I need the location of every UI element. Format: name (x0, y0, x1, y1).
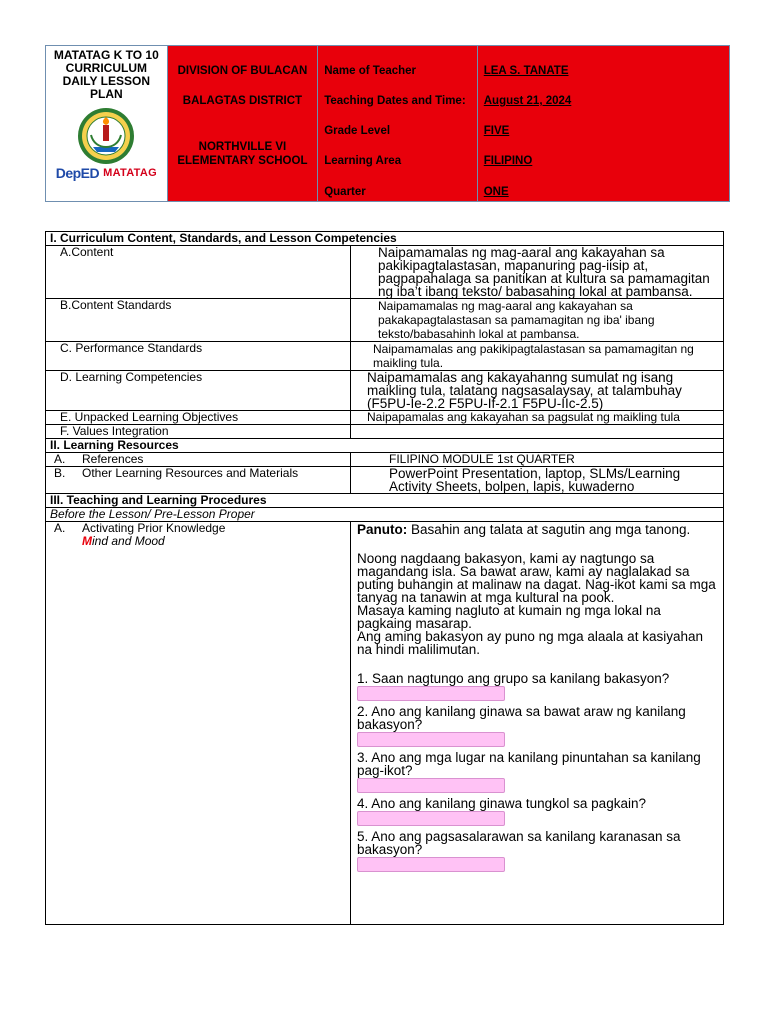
district-name: BALAGTAS DISTRICT (182, 95, 303, 107)
table-row (46, 453, 724, 467)
division-cell (168, 46, 319, 201)
section-resources-heading: II. Learning Resources (46, 439, 724, 453)
table-row (46, 371, 724, 411)
references-text: References (82, 452, 144, 466)
curriculum-title-line-2: CURRICULUM (65, 61, 147, 75)
table-row (46, 425, 724, 439)
content-standards-value: Naipamamalas ng mag-aaral ang kakayahan sa pakakapagtalastasan sa pamamagitan ng iba' ibang teksto/babasahinh lokal at pambansa. (351, 299, 724, 342)
question-1: 1. Saan nagtungo ang grupo sa kanilang bakasyon? (357, 671, 670, 686)
learning-competencies-label: D. Learning Competencies (46, 371, 351, 411)
before-lesson-heading: Before the Lesson/ Pre-Lesson Proper (46, 508, 724, 522)
values-integration-label: F. Values Integration (46, 425, 351, 439)
answer-field-2[interactable] (357, 732, 505, 747)
table-row (46, 246, 724, 299)
values-integration-value (351, 425, 724, 439)
field-values-cell (478, 46, 729, 201)
grade-level-value: FIVE (483, 125, 510, 137)
answer-field-5[interactable] (357, 857, 505, 872)
content-label: A.Content (46, 246, 351, 299)
curriculum-title-line-4: PLAN (89, 87, 123, 101)
matatag-logo: MATATAG (103, 167, 157, 179)
school-name-line-2: ELEMENTARY SCHOOL (177, 155, 308, 167)
teaching-dates-value: August 21, 2024 (483, 95, 572, 107)
answer-field-3[interactable] (357, 778, 505, 793)
mind-rest-text: ind and Mood (92, 534, 165, 548)
references-label (46, 453, 351, 467)
table-row (46, 467, 724, 494)
quarter-label: Quarter (324, 186, 366, 198)
story-paragraph-3: Ang aming bakasyon ay puno ng mga alaala at kasiyahan na hindi malilimutan. (357, 629, 703, 657)
curriculum-logo-cell (46, 46, 168, 201)
table-row (46, 494, 724, 508)
table-row (46, 522, 724, 925)
lesson-plan-table (45, 231, 724, 925)
question-2: 2. Ano ang kanilang ginawa sa bawat araw ng kanilang bakasyon? (357, 704, 686, 732)
content-value: Naipamamalas ng mag-aaral ang kakayahan sa pakikipagtalastasan, mapanuring pag-iisip at, pagpapahalaga sa panitikan at kultura sa pamamagitan ng iba’t ibang teksto/ babasahing lokal at pambansa. (351, 246, 724, 299)
activating-knowledge-cell (46, 522, 351, 925)
division-name: DIVISION OF BULACAN (177, 65, 308, 77)
unpacked-objectives-label: E. Unpacked Learning Objectives (46, 411, 351, 425)
learning-competencies-value: Naipamamalas ang kakayahanng sumulat ng isang maikling tula, talatang nagsasalaysay, at talambuhay (F5PU-Ie-2.2 F5PU-If-2.1 F5PU-IIc-2.5) (351, 371, 724, 411)
table-row (46, 342, 724, 371)
deped-logo: DepED (55, 165, 100, 181)
question-4: 4. Ano ang kanilang ginawa tungkol sa pagkain? (357, 796, 646, 811)
other-resources-number: B. (54, 466, 66, 480)
story-paragraph-2: Masaya kaming nagluto at kumain ng mga lokal na pagkaing masarap. (357, 603, 661, 631)
section-procedures-heading: III. Teaching and Learning Procedures (46, 494, 724, 508)
grade-level-label: Grade Level (324, 125, 391, 137)
teaching-dates-label: Teaching Dates and Time: (324, 95, 466, 107)
table-row (46, 232, 724, 246)
story-paragraph-1: Noong nagdaang bakasyon, kami ay nagtungo sa magandang isla. Sa bawat araw, kami ay naglalakad sa puting buhangin at malinaw na dagat. Nag-ikot kami sa mga tanyag na tanawin at mga kultural na pook. (357, 551, 716, 605)
performance-standards-value: Naipamamalas ang pakikipagtalastasan sa pamamagitan ng maikling tula. (351, 342, 724, 371)
content-standards-label: B.Content Standards (46, 299, 351, 342)
field-labels-cell (318, 46, 478, 201)
table-row (46, 508, 724, 522)
question-3: 3. Ano ang mga lugar na kanilang pinuntahan sa kanilang pag-ikot? (357, 750, 701, 778)
section-curriculum-heading: I. Curriculum Content, Standards, and Lesson Competencies (46, 232, 724, 246)
answer-field-4[interactable] (357, 811, 505, 826)
table-row (46, 299, 724, 342)
learning-area-value: FILIPINO (483, 155, 533, 167)
other-resources-value: PowerPoint Presentation, laptop, SLMs/Learning Activity Sheets, bolpen, lapis, kuwaderno (351, 467, 724, 494)
curriculum-title-line-3: DAILY LESSON (62, 74, 150, 88)
teacher-value: LEA S. TANATE (483, 65, 569, 77)
activity-content-cell (351, 522, 724, 925)
other-resources-label (46, 467, 351, 494)
table-row (46, 439, 724, 453)
other-resources-text: Other Learning Resources and Materials (82, 466, 299, 480)
question-5: 5. Ano ang pagsasalarawan sa kanilang karanasan sa bakasyon? (357, 829, 681, 857)
references-value: FILIPINO MODULE 1st QUARTER (351, 453, 724, 467)
activating-number: A. (54, 521, 66, 535)
mind-first-letter: M (82, 534, 92, 548)
teacher-label: Name of Teacher (324, 65, 417, 77)
unpacked-objectives-value: Naipapamalas ang kakayahan sa pagsulat ng maikling tula (351, 411, 724, 425)
answer-field-1[interactable] (357, 686, 505, 701)
table-row (46, 411, 724, 425)
curriculum-title-line-1: MATATAG K TO 10 (53, 48, 159, 62)
panuto-text: Basahin ang talata at sagutin ang mga tanong. (407, 522, 691, 537)
panuto-label: Panuto: (357, 522, 408, 537)
school-name-line-1: NORTHVILLE VI (198, 141, 287, 153)
learning-area-label: Learning Area (324, 155, 402, 167)
activating-label: Activating Prior Knowledge (82, 521, 226, 535)
school-seal-icon (77, 107, 135, 165)
mind-and-mood-label (54, 535, 346, 548)
quarter-value: ONE (483, 186, 509, 198)
performance-standards-label: C. Performance Standards (46, 342, 351, 371)
references-number: A. (54, 452, 66, 466)
brand-logos (46, 167, 167, 180)
lesson-plan-header (45, 45, 730, 202)
